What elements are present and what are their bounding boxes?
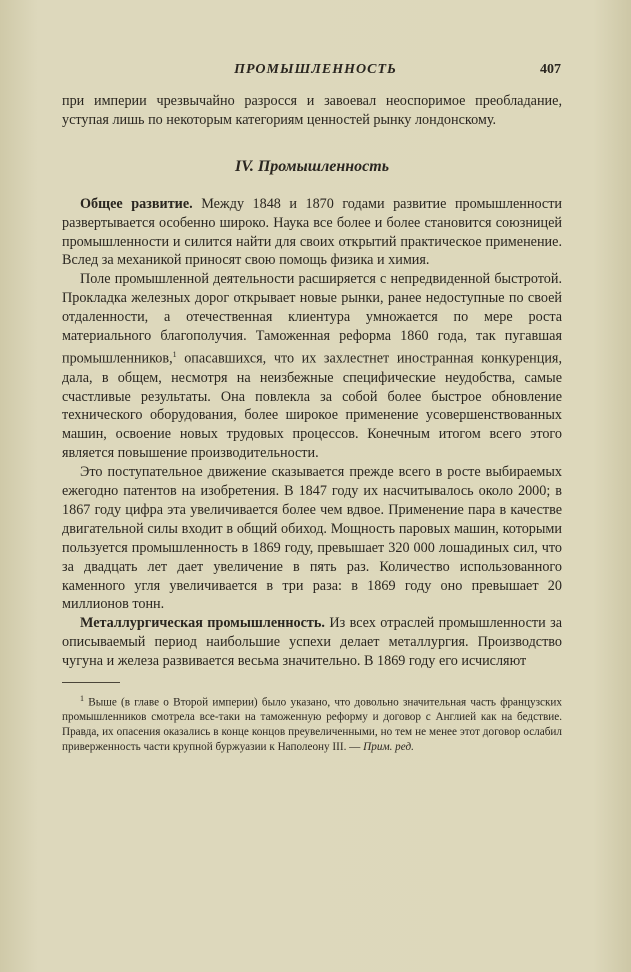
footnote-marker: 1 (80, 694, 84, 704)
run-in-heading-metallurgy: Металлургическая промышленность. (80, 615, 325, 632)
paragraph-patents: Это поступательное движение сказывается прежде всего в росте выбираемых ежегодно патентов на изобретения. В 1847 году их насчитывалось около 2000; в 1867 году цифра эта увеличивается более чем вдвое. Применение пара в качестве двигательной силы входит в общий обиход. Мощность паровых машин, которыми пользуется промышленность в 1869 году, превышает 320 000 лошадиных сил, что за двадцать лет дает увеличение в пять раз. Количество использованного каменного угля увеличивается в три раза: в 1869 году оно превышает 20 миллионов тонн. (62, 464, 562, 613)
footnote-signature: Прим. ред. (360, 740, 414, 753)
paragraph-industrial-field (62, 270, 562, 463)
running-title: ПРОМЫШЛЕННОСТЬ (234, 62, 397, 77)
body-text (62, 92, 562, 754)
running-head (0, 62, 631, 82)
run-in-heading-general: Общее развитие. (80, 195, 193, 212)
footnote-divider (62, 682, 120, 683)
footnote (62, 692, 562, 754)
paragraph-text: опасавшихся, что их захлестнет иностранная конкуренция, дала, в общем, несмотря на неизбежные специфические неудобства, самые счастливые результаты. Она повлекла за собой более быстрое обновление технического оборудования, более широкое применение усовершенствованных машин, освоение новых трудовых процессов. Конечным итогом всего этого является повышение производительности. (62, 350, 562, 462)
paragraph-text: Между 1848 и 1870 годами развитие промышленности развертывается особенно широко. Наука все более и более становится союзницей промышленности и силится найти для своих открытий практическое применение. Вслед за механикой приносят свою помощь физика и химия. (62, 195, 562, 269)
intro-paragraph: при империи чрезвычайно разросся и завоевал неоспоримое преобладание, уступая лишь по некоторым категориям ценностей рынку лондонскому. (62, 93, 562, 128)
footnote-reference[interactable]: 1 (172, 349, 177, 359)
paragraph-general-development (62, 195, 562, 271)
section-heading: IV. Промышленность (235, 157, 389, 175)
paragraph-metallurgy (62, 614, 562, 671)
footnote-text: Выше (в главе о Второй империи) было указано, что довольно значительная часть французских промышленников смотрела все-таки на таможенную реформу и договор с Англией как на бедствие. Правда, их опасения оказались в конце концов преувеличенными, но тем не менее этот договор ослабил приверженность части крупной буржуазии к Наполеону III. — (62, 696, 562, 753)
paragraph-text: Из всех отраслей промышленности за описываемый период наибольшие успехи делает металлургия. Производство чугуна и железа развивается весьма значительно. В 1869 году его исчисляют (62, 615, 562, 670)
paragraph-text: Поле промышленной деятельности расширяется с непредвиденной быстротой. Прокладка железных дорог открывает новые рынки, ранее недоступные по своей отдаленности, а отечественная клиентура умножается по мере роста материального благополучия. Таможенная реформа 1860 года, так пугавшая промышленников, (62, 271, 562, 367)
page-number: 407 (540, 62, 561, 77)
